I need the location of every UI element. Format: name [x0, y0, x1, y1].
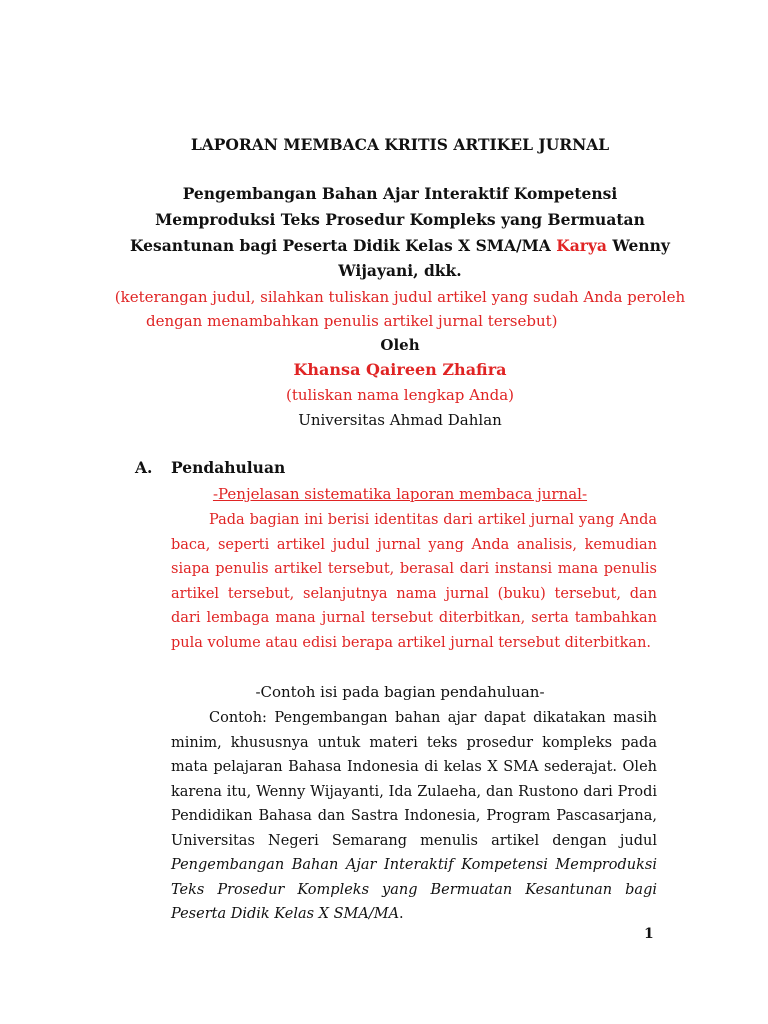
title-note-line-1: (keterangan judul, silahkan tuliskan judul artikel yang sudah Anda peroleh	[114, 288, 686, 306]
author-name-part1: Wenny	[612, 236, 670, 255]
name-note: (tuliskan nama lengkap Anda)	[285, 386, 515, 404]
university-name: Universitas Ahmad Dahlan	[298, 411, 502, 429]
section-heading	[135, 458, 285, 477]
section-number: A.	[135, 458, 153, 477]
article-title-part: Kesantunan bagi Peserta Didik Kelas X SMA/MA	[130, 236, 551, 255]
student-name: Khansa Qaireen Zhafira	[293, 360, 507, 379]
section-title: Pendahuluan	[171, 458, 286, 477]
article-title-line-3	[100, 236, 700, 255]
explanation-title: -Penjelasan sistematika laporan membaca jurnal-	[212, 485, 588, 503]
karya-label: Karya	[556, 236, 607, 255]
explanation-text: Pada bagian ini berisi identitas dari artikel jurnal yang Anda baca, seperti artikel judul jurnal yang Anda analisis, kemudian siapa penulis artikel tersebut, berasal dari instansi mana penulis artikel tersebut, selanjutnya nama jurnal (buku) tersebut, dan dari lembaga mana jurnal tersebut diterbitkan, serta tambahkan pula volume atau edisi berapa artikel jurnal tersebut diterbitkan.	[171, 512, 657, 651]
example-text: Contoh: Pengembangan bahan ajar dapat dikatakan masih minim, khususnya untuk materi teks prosedur kompleks pada mata pelajaran Bahasa Indonesia di kelas X SMA sederajat. Oleh karena itu, Wenny Wijayanti, Ida Zulaeha, dan Rustono dari Prodi Pendidikan Bahasa dan Sastra Indonesia, Program Pascasarjana, Universitas Negeri Semarang menulis artikel dengan judul	[171, 710, 657, 849]
example-paragraph	[171, 706, 657, 927]
explanation-paragraph	[171, 508, 657, 655]
page-number: 1	[644, 926, 654, 942]
article-title-line-2: Memproduksi Teks Prosedur Kompleks yang Bermuatan	[155, 210, 645, 229]
example-end: .	[399, 906, 404, 922]
example-title: -Contoh isi pada bagian pendahuluan-	[255, 683, 545, 701]
main-title: LAPORAN MEMBACA KRITIS ARTIKEL JURNAL	[190, 135, 610, 154]
oleh-label: Oleh	[380, 336, 420, 354]
article-title-line-1: Pengembangan Bahan Ajar Interaktif Kompetensi	[182, 184, 618, 203]
author-name-part2: Wijayani, dkk.	[338, 261, 462, 280]
title-note-line-2: dengan menambahkan penulis artikel jurnal tersebut)	[146, 312, 558, 330]
example-article-title: Pengembangan Bahan Ajar Interaktif Kompetensi Memproduksi Teks Prosedur Kompleks yang Bermuatan Kesantunan bagi Peserta Didik Kelas X SMA/MA	[171, 857, 657, 922]
